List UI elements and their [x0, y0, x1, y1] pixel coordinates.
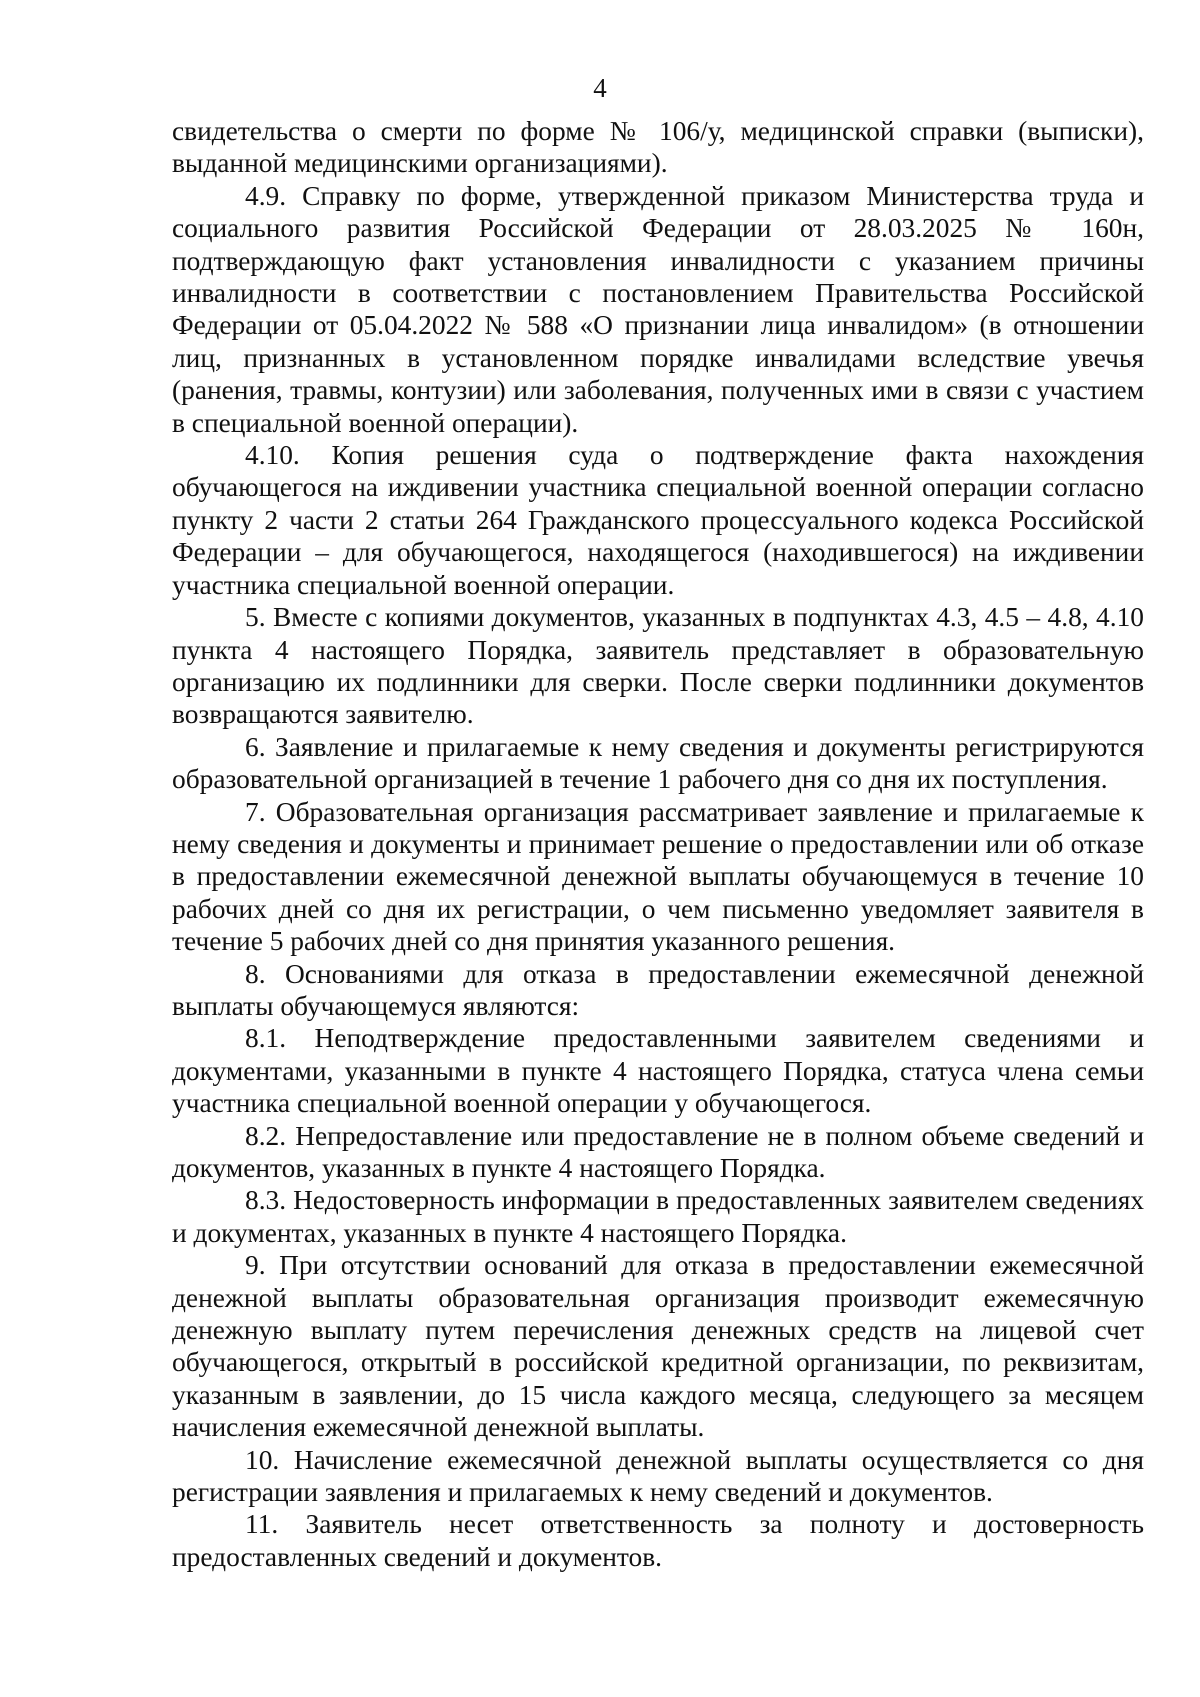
paragraph-6: 6. Заявление и прилагаемые к нему сведения и документы регистрируются образовательной организацией в течение 1 рабочего дня со дня их поступления. [172, 731, 1144, 795]
paragraph-continuation: свидетельства о смерти по форме № 106/у, медицинской справки (выписки), выданной медицинскими организациями). [172, 116, 1144, 179]
paragraph-10: 10. Начисление ежемесячной денежной выплаты осуществляется со дня регистрации заявления и прилагаемых к нему сведений и документов. [172, 1444, 1144, 1508]
document-body [172, 115, 1144, 1573]
paragraph-11: 11. Заявитель несет ответственность за полноту и достоверность предоставленных сведений и документов. [172, 1509, 1144, 1572]
paragraph-7: 7. Образовательная организация рассматривает заявление и прилагаемые к нему сведения и документы и принимает решение о предоставлении или об отказе в предоставлении ежемесячной денежной выплаты обучающемуся в течение 10 рабочих дней со дня их регистрации, о чем письменно уведомляет заявителя в течение 5 рабочих дней со дня принятия указанного решения. [172, 796, 1144, 957]
paragraph-8: 8. Основаниями для отказа в предоставлении ежемесячной денежной выплаты обучающемуся являются: [172, 958, 1144, 1021]
paragraph-8-2: 8.2. Непредоставление или предоставление не в полном объеме сведений и документов, указанных в пункте 4 настоящего Порядка. [172, 1120, 1144, 1183]
paragraph-4-10: 4.10. Копия решения суда о подтверждение факта нахождения обучающегося на иждивении участника специальной военной операции согласно пункту 2 части 2 статьи 264 Гражданского процессуального кодекса Российской Федерации – для обучающегося, находящегося (находившегося) на иждивении участника специальной военной операции. [172, 440, 1144, 600]
paragraph-4-9: 4.9. Справку по форме, утвержденной приказом Министерства труда и социального развития Российской Федерации от 28.03.2025 № 160н, подтверждающую факт установления инвалидности с указанием причины инвалидности в соответствии с постановлением Правительства Российской Федерации от 05.04.2022 № 588 «О признании лица инвалидом» (в отношении лиц, признанных в установленном порядке инвалидами вследствие увечья (ранения, травмы, контузии) или заболевания, полученных ими в связи с участием в специальной военной операции). [172, 180, 1144, 438]
paragraph-9: 9. При отсутствии оснований для отказа в предоставлении ежемесячной денежной выплаты образовательная организация производит ежемесячную денежную выплату путем перечисления денежных средств на лицевой счет обучающегося, открытый в российской кредитной организации, по реквизитам, указанным в заявлении, до 15 числа каждого месяца, следующего за месяцем начисления ежемесячной денежной выплаты. [172, 1250, 1144, 1443]
paragraph-8-1: 8.1. Неподтверждение предоставленными заявителем сведениями и документами, указанными в пункте 4 настоящего Порядка, статуса члена семьи участника специальной военной операции у обучающегося. [172, 1023, 1144, 1119]
page-number: 4 [593, 73, 607, 103]
paragraph-5: 5. Вместе с копиями документов, указанных в подпунктах 4.3, 4.5 – 4.8, 4.10 пункта 4 настоящего Порядка, заявитель представляет в образовательную организацию их подлинники для сверки. После сверки подлинники документов возвращаются заявителю. [172, 602, 1144, 730]
paragraph-8-3: 8.3. Недостоверность информации в предоставленных заявителем сведениях и документах, указанных в пункте 4 настоящего Порядка. [172, 1185, 1144, 1248]
